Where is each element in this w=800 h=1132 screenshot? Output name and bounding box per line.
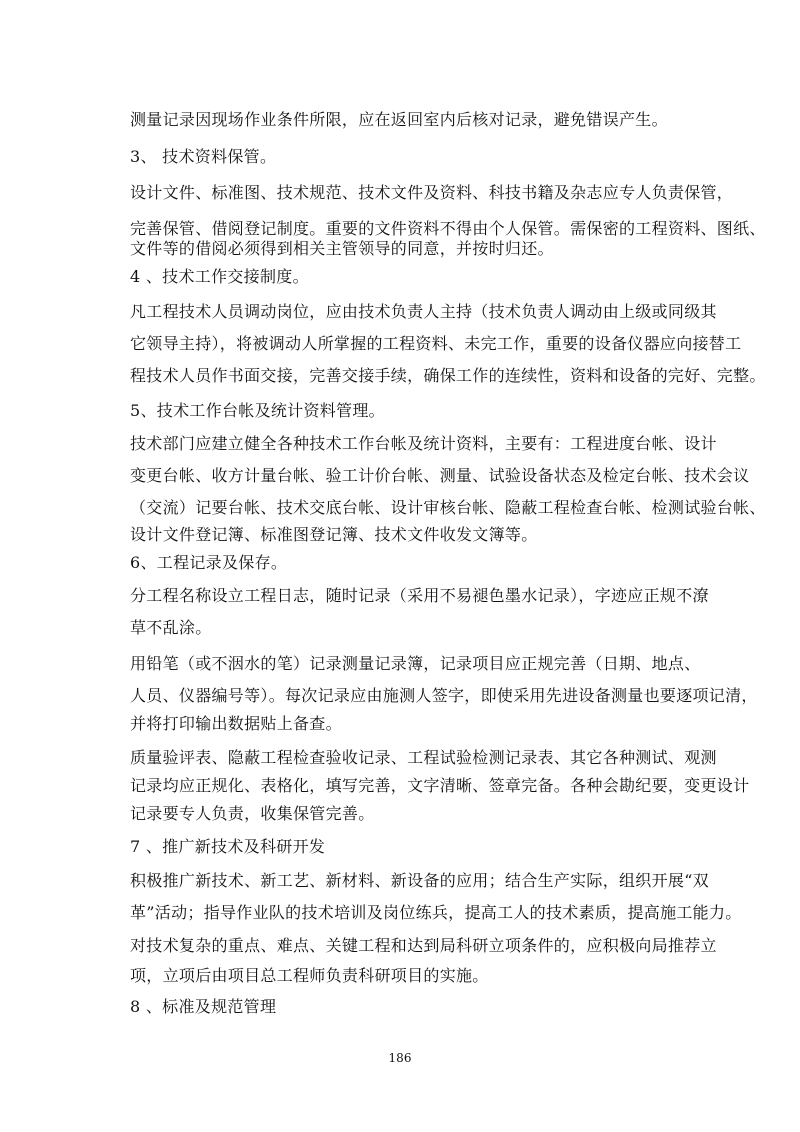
text-line: 它领导主持），将被调动人所掌握的工程资料、未完工作，重要的设备仪器应向接替工	[130, 334, 742, 353]
section-heading: 5、技术工作台帐及统计资料管理。	[130, 401, 385, 420]
text-line: 测量记录因现场作业条件所限，应在返回室内后核对记录，避免错误产生。	[130, 110, 668, 129]
text-line: 项，立项后由项目总工程师负责科研项目的实施。	[130, 966, 489, 985]
section-heading: 7 、推广新技术及科研开发	[130, 837, 326, 856]
text-line: 革”活动；指导作业队的技术培训及岗位练兵，提高工人的技术素质，提高施工能力。	[130, 903, 742, 922]
text-line: 人员、仪器编号等）。每次记录应由施测人签字，即使采用先进设备测量也要逐项记清，	[130, 686, 758, 705]
text-line: 设计文件登记簿、标准图登记簿、技术文件收发文簿等。	[130, 525, 538, 544]
page-number: 186	[388, 1051, 412, 1065]
text-line: 程技术人员作书面交接，完善交接手续，确保工作的连续性，资料和设备的完好、完整。	[130, 366, 766, 385]
text-line: 并将打印输出数据贴上备查。	[130, 714, 342, 733]
text-line: 文件等的借阅必须得到相关主管领导的同意，并按时归还。	[130, 239, 554, 258]
text-line: 技术部门应建立健全各种技术工作台帐及统计资料，主要有：工程进度台帐、设计	[130, 434, 717, 453]
text-line: 记录要专人负责，收集保管完善。	[130, 804, 375, 823]
section-heading: 4 、技术工作交接制度。	[130, 267, 309, 286]
text-line: 对技术复杂的重点、难点、关键工程和达到局科研立项条件的，应积极向局推荐立	[130, 936, 717, 955]
section-heading: 3、 技术资料保管。	[130, 147, 277, 166]
text-line: （交流）记要台帐、技术交底台帐、设计审核台帐、隐蔽工程检查台帐、检测试验台帐、	[130, 498, 766, 517]
section-heading: 8 、标准及规范管理	[130, 997, 277, 1016]
text-line: 用铅笔（或不洇水的笔）记录测量记录簿，记录项目应正规完善（日期、地点、	[130, 654, 701, 673]
text-line: 记录均应正规化、表格化，填写完善，文字清晰、签章完备。各种会勘纪要，变更设计	[130, 776, 750, 795]
text-line: 草不乱涂。	[130, 618, 212, 637]
section-heading: 6、工程记录及保存。	[130, 553, 288, 572]
text-line: 凡工程技术人员调动岗位，应由技术负责人主持（技术负责人调动由上级或同级其	[130, 302, 717, 321]
text-line: 分工程名称设立工程日志，随时记录（采用不易褪色墨水记录），字迹应正规不潦	[130, 586, 709, 605]
text-line: 质量验评表、隐蔽工程检查验收记录、工程试验检测记录表、其它各种测试、观测	[130, 748, 717, 767]
text-line: 变更台帐、收方计量台帐、验工计价台帐、测量、试验设备状态及检定台帐、技术会议	[130, 466, 750, 485]
text-line: 设计文件、标准图、技术规范、技术文件及资料、科技书籍及杂志应专人负责保管，	[130, 183, 734, 202]
text-line: 完善保管、借阅登记制度。重要的文件资料不得由个人保管。需保密的工程资料、图纸、	[130, 219, 766, 238]
text-line: 积极推广新技术、新工艺、新材料、新设备的应用；结合生产实际，组织开展“双	[130, 871, 709, 890]
